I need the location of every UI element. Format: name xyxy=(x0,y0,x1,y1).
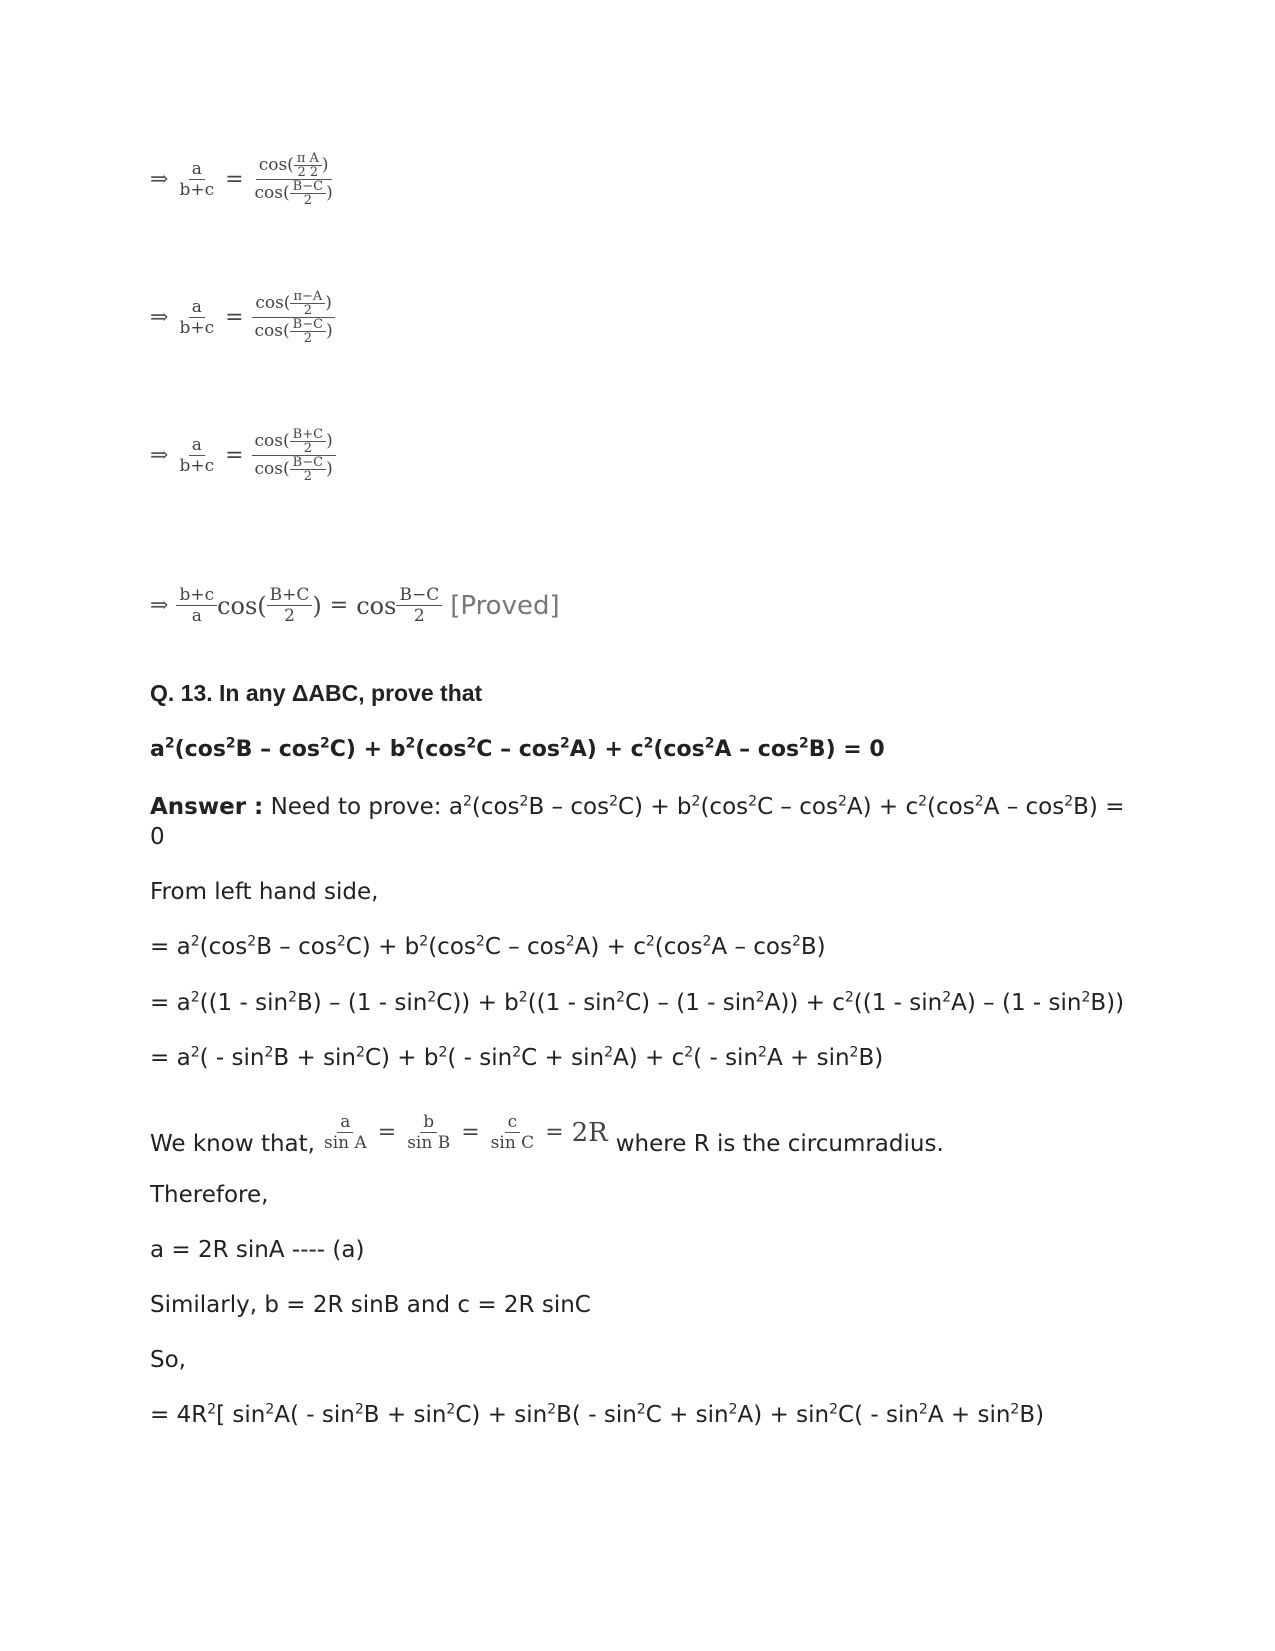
step-line-3: = $a^2((1 - \sin^2B) - (1 - \sin^2C)) + b^2((1 - \sin^2C) - (1 - \sin^2A)) + c^2((1 - \sin^2A) - (1 - \sin^2B))$ xyxy=(150,989,1125,1016)
lhs-fraction: $\frac{a}{b+c}$ xyxy=(179,297,215,338)
fraction-b-plus-c-over-a: $\frac{b+c}{a}$ xyxy=(176,585,217,626)
answer-line-1: Answer : Need to prove: $a^2(\cos^2B - \cos^2C) + b^2(\cos^2C - \cos^2A) + c^2(\cos^2A - \cos^2B)$ = xyxy=(150,793,1125,820)
rhs-fraction: cos( $\frac{\pi-A}{2}$ ) cos( $\frac{B-C}{2}$ ) xyxy=(252,290,336,345)
fraction-b-minus-c-over-2: $\frac{B-C}{2}$ xyxy=(396,585,442,626)
implies-symbol: ⇒ xyxy=(150,305,169,330)
where-text: where R is the circumradius. xyxy=(615,1131,944,1157)
answer-line-1-cont: 0 xyxy=(150,824,165,850)
from-lhs: From left hand side, xyxy=(150,879,379,905)
sine-rule-line xyxy=(150,1112,944,1157)
question-equation: $a^2(\cos^2B - \cos^2C) + b^2(\cos^2C - \cos^2A) + c^2(\cos^2A - \cos^2B) = 0$ xyxy=(150,735,885,762)
equation-a: a = 2R sinA ---- (a) xyxy=(150,1237,365,1263)
step-3: ⇒ $\frac{a}{b+c}$ = cos( $\frac{B+C}{2}$ ) cos( $\frac{B-C}{2}$ ) xyxy=(150,428,336,483)
step-line-4: = $a^2( - \sin^2B + \sin^2C) + b^2( - \sin^2C + \sin^2A) + c^2( - \sin^2A + \sin^2B)$ xyxy=(150,1044,884,1071)
lhs-fraction: $\frac{a}{b+c}$ xyxy=(179,435,215,476)
similarly-text: Similarly, b = 2R sinB and c = 2R sinC xyxy=(150,1292,591,1318)
we-know-text: We know that, xyxy=(150,1131,315,1157)
step-2: ⇒ $\frac{a}{b+c}$ = cos( $\frac{\pi-A}{2}$ ) cos( $\frac{B-C}{2}$ ) xyxy=(150,290,336,345)
lhs-fraction: $\frac{a}{b+c}$ xyxy=(179,159,215,200)
sine-rule-formula: $\frac{a}{\text{sin A}}$ = $\frac{b}{\text{sin B}}$ = $\frac{c}{\text{sin C}}$ = 2R xyxy=(323,1112,608,1153)
implies-symbol: ⇒ xyxy=(150,443,169,468)
implies-symbol: ⇒ xyxy=(150,593,169,618)
therefore-text: Therefore, xyxy=(150,1182,269,1208)
implies-symbol: ⇒ xyxy=(150,167,169,192)
step-line-5: = $4R^2$[ $\sin^2A( - \sin^2B + \sin^2C) + \sin^2B( - \sin^2C + \sin^2A) + \sin^2C( - \sin^2A + \sin^2B)$ xyxy=(150,1401,1045,1428)
question-title: Q. 13. In any ΔABC, prove that xyxy=(150,680,483,706)
answer-label: Answer : xyxy=(150,794,264,820)
proved-tag: [Proved] xyxy=(450,590,560,621)
so-text: So, xyxy=(150,1347,186,1373)
fraction-b-plus-c-over-2: $\frac{B+C}{2}$ xyxy=(267,585,313,626)
rhs-fraction: cos( $\frac{\text{π A}}{2 2}$ ) cos( $\frac{B-C}{2}$ ) xyxy=(254,151,333,208)
rhs-fraction: cos( $\frac{B+C}{2}$ ) cos( $\frac{B-C}{2}$ ) xyxy=(252,428,336,483)
step-1: ⇒ $\frac{a}{b+c}$ = cos( $\frac{\text{π A}}{2 2}$ ) cos( $\frac{B-C}{2}$ ) xyxy=(150,152,336,207)
step-line-2: = $a^2(\cos^2B - \cos^2C) + b^2(\cos^2C - \cos^2A) + c^2(\cos^2A - \cos^2B)$ xyxy=(150,933,826,960)
step-4: ⇒ $\frac{b+c}{a}$ cos( $\frac{B+C}{2}$ ) = cos $\frac{B-C}{2}$ [Proved] xyxy=(150,585,560,626)
